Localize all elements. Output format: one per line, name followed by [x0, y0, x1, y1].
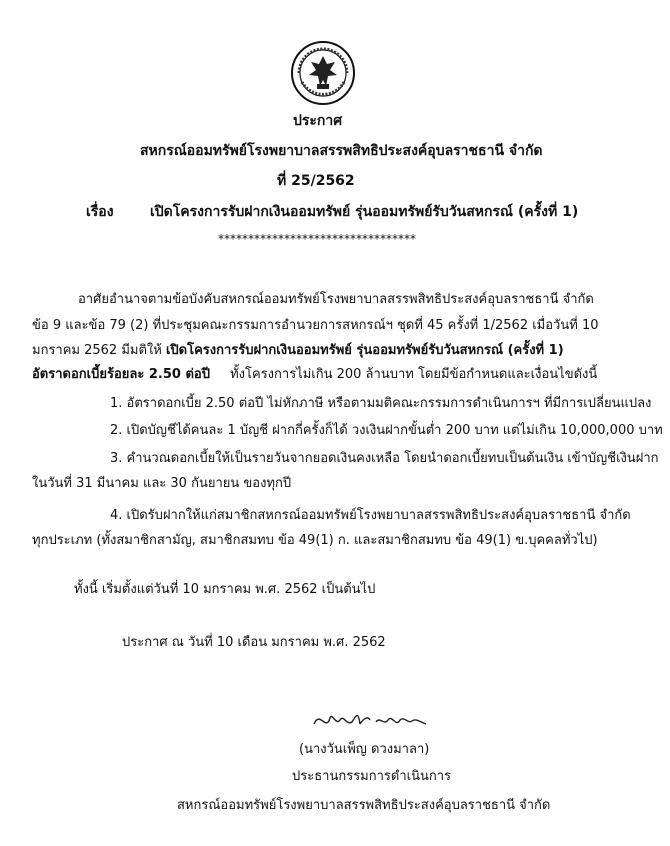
announcement-number: ที่ 25/2562: [277, 173, 355, 189]
signatory-name: (นางวันเพ็ญ ดวงมาลา): [299, 742, 430, 757]
paragraph-line-4-rest: ทั้งโครงการไม่เกิน 200 ล้านบาท โดยมีข้อกำหนดและเงื่อนไขดังนี้: [230, 367, 598, 382]
separator-stars: *********************************: [218, 232, 416, 246]
announcement-date: ประกาศ ณ วันที่ 10 เดือน มกราคม พ.ศ. 2562: [122, 635, 386, 650]
condition-item-4-line-2: ทุกประเภท (ทั้งสมาชิกสามัญ, สมาชิกสมทบ ข้อ 49(1) ก. และสมาชิกสมทบ ข้อ 49(1) ข.บุคคลทั่วไป): [32, 533, 598, 548]
condition-item-3-line-1: 3. คำนวณดอกเบี้ยให้เป็นรายวันจากยอดเงินคงเหลือ โดยนำดอกเบี้ยทบเป็นต้นเงิน เข้าบัญชีเงินฝาก: [110, 451, 659, 466]
condition-item-1: 1. อัตราดอกเบี้ย 2.50 ต่อปี ไม่หักภาษี หรือตามมติคณะกรรมการดำเนินการฯ ที่มีการเปลี่ยนแปลง: [110, 396, 652, 411]
subject-label: เรื่อง: [86, 204, 114, 220]
subject-text: เปิดโครงการรับฝากเงินออมทรัพย์ รุ่นออมทรัพย์รับวันสหกรณ์ (ครั้งที่ 1): [150, 204, 579, 220]
announcement-title: ประกาศ: [293, 113, 343, 129]
interest-rate-bold: อัตราดอกเบี้ยร้อยละ 2.50 ต่อปี: [32, 367, 210, 382]
signatory-position: ประธานกรรมการดำเนินการ: [292, 769, 452, 784]
organization-name: สหกรณ์ออมทรัพย์โรงพยาบาลสรรพสิทธิประสงค์อุบลราชธานี จำกัด: [140, 143, 543, 159]
paragraph-line-3: [32, 342, 564, 360]
signatory-organization: สหกรณ์ออมทรัพย์โรงพยาบาลสรรพสิทธิประสงค์อุบลราชธานี จำกัด: [177, 798, 551, 813]
effective-date: ทั้งนี้ เริ่มตั้งแต่วันที่ 10 มกราคม พ.ศ. 2562 เป็นต้นไป: [74, 582, 376, 597]
cooperative-seal-logo: [290, 40, 356, 106]
condition-item-3-line-2: ในวันที่ 31 มีนาคม และ 30 กันยายน ของทุกปี: [32, 476, 292, 491]
paragraph-line-2: ข้อ 9 และข้อ 79 (2) ที่ประชุมคณะกรรมการอำนวยการสหกรณ์ฯ ชุดที่ 45 ครั้งที่ 1/2562 เมื่อวันที่ 10: [32, 318, 599, 333]
paragraph-line-4: [32, 366, 597, 384]
condition-item-4-line-1: 4. เปิดรับฝากให้แก่สมาชิกสหกรณ์ออมทรัพย์โรงพยาบาลสรรพสิทธิประสงค์อุบลราชธานี จำกัด: [110, 508, 631, 523]
project-name-bold: เปิดโครงการรับฝากเงินออมทรัพย์ รุ่นออมทรัพย์รับวันสหกรณ์ (ครั้งที่ 1): [165, 343, 564, 358]
handwritten-signature: [310, 702, 430, 736]
paragraph-line-1: อาศัยอำนาจตามข้อบังคับสหกรณ์ออมทรัพย์โรงพยาบาลสรรพสิทธิประสงค์อุบลราชธานี จำกัด: [78, 292, 594, 307]
paragraph-line-3-start: มกราคม 2562 มีมติให้: [32, 343, 162, 358]
condition-item-2: 2. เปิดบัญชีได้คนละ 1 บัญชี ฝากกี่ครั้งก็ได้ วงเงินฝากขั้นต่ำ 200 บาท แต่ไม่เกิน 10,000,000 บาท: [110, 423, 663, 438]
